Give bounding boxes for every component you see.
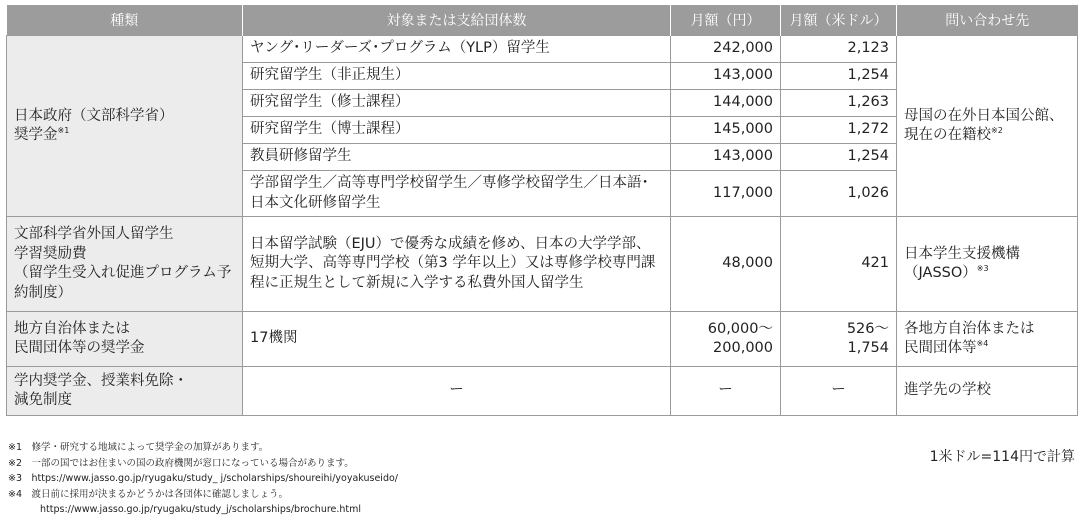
- mext-usd: 421: [781, 217, 897, 312]
- header-contact: 問い合わせ先: [897, 5, 1078, 36]
- mext-type-line1: 文部科学省外国人留学生: [14, 226, 174, 242]
- local-type-line1: 地方自治体または: [14, 320, 130, 337]
- gov-contact-line1: 母国の在外日本国公館、: [904, 107, 1064, 124]
- mext-type-line3: （留学生受入れ促進プログラム予約制度）: [14, 265, 232, 301]
- mext-contact-line1: 日本学生支援機構: [904, 245, 1020, 262]
- gov-usd-6: 1,026: [781, 171, 897, 217]
- school-yen: ー: [671, 367, 781, 416]
- gov-yen-3: 144,000: [671, 90, 781, 117]
- footnote-2: ※2 一部の国ではお住まいの国の政府機関が窓口になっている場合があります。: [8, 457, 354, 469]
- gov-target-4: 研究留学生（博士課程）: [243, 117, 671, 144]
- gov-contact-line2: 現在の在籍校: [904, 127, 991, 144]
- gov-yen-6: 117,000: [671, 171, 781, 217]
- school-usd: ー: [781, 367, 897, 416]
- footnote-4: ※4 渡日前に採用が決まるかどうかは各団体に確認しましょう。: [8, 488, 289, 500]
- gov-type-mark: ※1: [57, 126, 70, 136]
- gov-type-line1: 日本政府（文部科学省）: [14, 107, 174, 124]
- local-contact-cell: [897, 312, 1078, 367]
- local-usd-line2: 1,754: [847, 340, 889, 357]
- mext-target: 日本留学試験（EJU）で優秀な成績を修め、日本の大学学部、短期大学、高等専門学校（第3 学年以上）又は専修学校専門課程に正規生として新規に入学する私費外国人留学生: [243, 217, 671, 312]
- local-usd-line1: 526〜: [846, 320, 889, 337]
- table-header-row: [7, 5, 1078, 36]
- table-row: [7, 217, 1078, 312]
- gov-type-cell: [7, 36, 243, 217]
- gov-usd-3: 1,263: [781, 90, 897, 117]
- gov-target-2: 研究留学生（非正規生）: [243, 63, 671, 90]
- table-row: [7, 36, 1078, 63]
- gov-yen-2: 143,000: [671, 63, 781, 90]
- gov-target-3: 研究留学生（修士課程）: [243, 90, 671, 117]
- gov-contact-cell: [897, 36, 1078, 217]
- mext-yen: 48,000: [671, 217, 781, 312]
- gov-contact-mark: ※2: [991, 126, 1003, 136]
- school-target: ー: [243, 367, 671, 416]
- footnote-4-url: https://www.jasso.go.jp/ryugaku/study_j/scholarships/brochure.html: [40, 504, 362, 515]
- footnote-3: ※3 https://www.jasso.go.jp/ryugaku/study_ j/scholarships/shoureihi/yoyakuseido/: [8, 473, 398, 484]
- exchange-rate-note: 1米ドル=114円で計算: [929, 449, 1075, 465]
- gov-usd-1: 2,123: [781, 36, 897, 63]
- gov-target-6: 学部留学生／高等専門学校留学生／専修学校留学生／日本語･日本文化研修留学生: [243, 171, 671, 217]
- gov-usd-4: 1,272: [781, 117, 897, 144]
- local-target: 17機関: [243, 312, 671, 367]
- school-type-line1: 学内奨学金、授業料免除・: [14, 372, 188, 389]
- local-contact-line2: 民間団体等: [904, 340, 977, 357]
- header-target: 対象または支給団体数: [243, 5, 671, 36]
- local-type-cell: [7, 312, 243, 367]
- gov-yen-5: 143,000: [671, 144, 781, 171]
- header-yen: 月額（円）: [671, 5, 781, 36]
- school-contact: 進学先の学校: [897, 367, 1078, 416]
- gov-yen-1: 242,000: [671, 36, 781, 63]
- local-yen-line2: 200,000: [713, 340, 773, 357]
- local-yen-line1: 60,000〜: [707, 320, 773, 337]
- mext-contact-mark: ※3: [976, 264, 989, 274]
- gov-target-1: ヤング･リーダーズ･プログラム（YLP）留学生: [243, 36, 671, 63]
- local-type-line2: 民間団体等の奨学金: [14, 340, 145, 357]
- local-usd-cell: [781, 312, 897, 367]
- gov-type-line2: 奨学金: [14, 127, 58, 144]
- footnotes: [8, 440, 398, 518]
- table-row: [7, 367, 1078, 416]
- local-contact-line1: 各地方自治体または: [904, 320, 1035, 337]
- local-yen-cell: [671, 312, 781, 367]
- gov-yen-4: 145,000: [671, 117, 781, 144]
- mext-contact-line2: （JASSO）: [904, 265, 977, 282]
- gov-usd-5: 1,254: [781, 144, 897, 171]
- header-usd: 月額（米ドル）: [781, 5, 897, 36]
- mext-type-line2: 学習奨励費: [14, 245, 87, 262]
- footnote-1: ※1 修学・研究する地域によって奨学金の加算があります。: [8, 442, 269, 453]
- header-type: 種類: [7, 5, 243, 36]
- gov-usd-2: 1,254: [781, 63, 897, 90]
- table-row: [7, 312, 1078, 367]
- scholarship-table: [6, 5, 1078, 416]
- mext-contact-cell: [897, 217, 1078, 312]
- school-type-line2: 減免制度: [14, 392, 72, 409]
- local-contact-mark: ※4: [976, 339, 989, 349]
- school-type-cell: [7, 367, 243, 416]
- gov-target-5: 教員研修留学生: [243, 144, 671, 171]
- mext-type-cell: [7, 217, 243, 312]
